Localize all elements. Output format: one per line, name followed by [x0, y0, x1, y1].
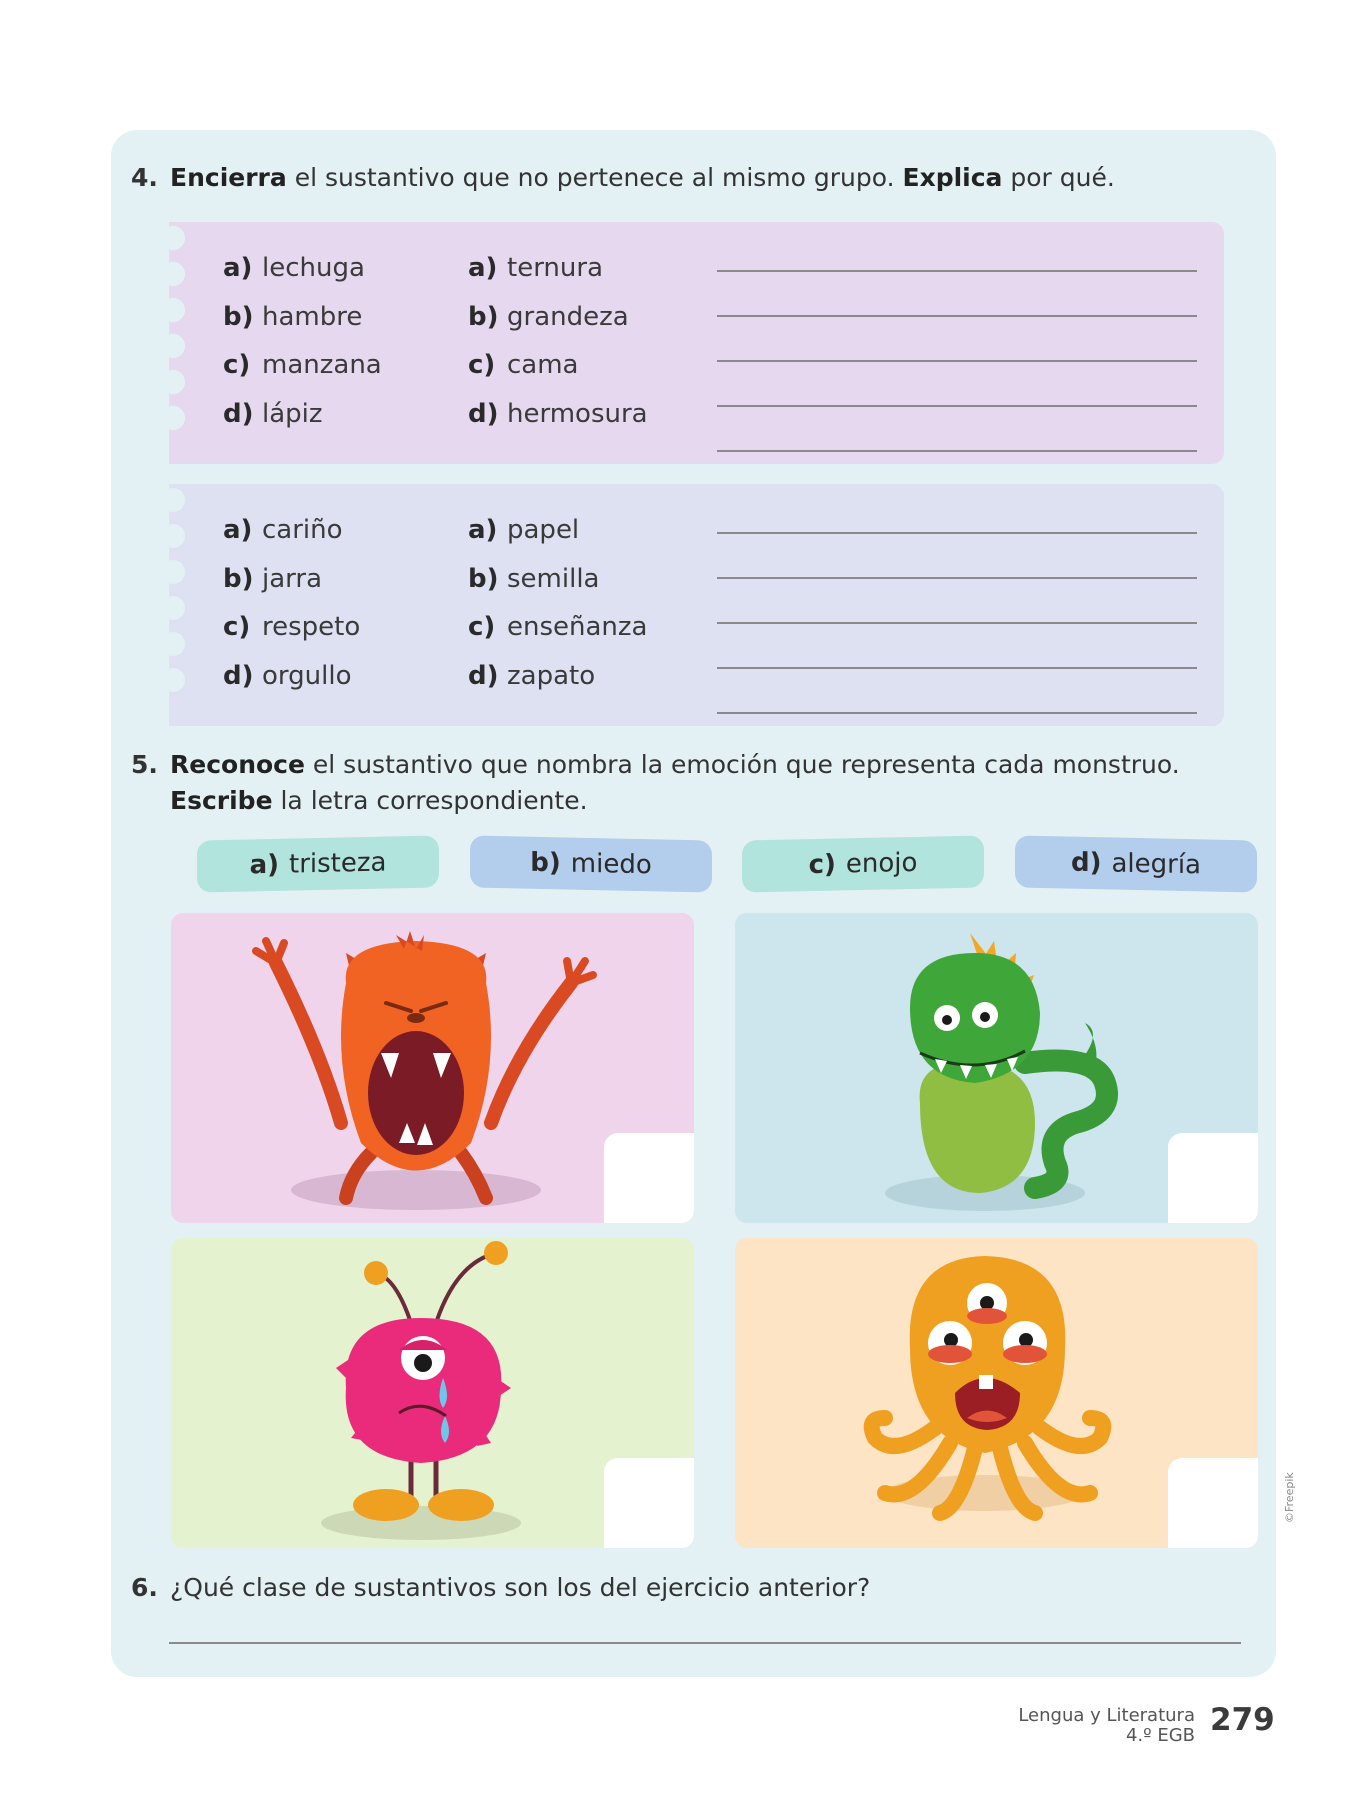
answer-box[interactable] — [604, 1133, 694, 1223]
answer-box[interactable] — [1168, 1133, 1258, 1223]
spiral-holes — [161, 488, 185, 704]
footer-subject — [1018, 1706, 1195, 1746]
page-number: 279 — [1210, 1702, 1275, 1738]
question-4 — [131, 160, 1231, 196]
list-item: a) ternura — [468, 253, 604, 283]
question-number: 5. — [131, 750, 158, 779]
list-item: b) jarra — [223, 563, 323, 594]
word-list-col-1 — [223, 510, 360, 704]
answer-lines[interactable] — [717, 532, 1197, 757]
image-credit: ©Freepik — [1283, 1472, 1296, 1523]
monster-card-sad — [171, 1238, 694, 1548]
list-item: d) zapato — [468, 660, 596, 691]
word-list-col-2 — [468, 248, 648, 442]
instruction-text: el sustantivo que no pertenece al mismo grupo. — [286, 163, 903, 192]
list-item: b) grandeza — [468, 301, 629, 332]
word-group-card-2 — [169, 484, 1224, 726]
list-item: d) orgullo — [223, 660, 352, 691]
list-item: d) lápiz — [223, 398, 323, 429]
question-6 — [131, 1570, 1231, 1606]
emotion-option-a: a) tristeza — [197, 835, 439, 892]
question-text: ¿Qué clase de sustantivos son los del ejercicio anterior? — [170, 1573, 871, 1602]
answer-box[interactable] — [1168, 1458, 1258, 1548]
list-item: b) semilla — [468, 563, 600, 594]
instruction-text: el sustantivo que nombra la emoción que representa cada monstruo. — [304, 750, 1180, 779]
question-5 — [131, 747, 1251, 819]
list-item: c) cama — [468, 350, 579, 380]
spiral-holes — [161, 226, 185, 442]
instruction-text: por qué. — [1002, 163, 1115, 192]
instruction-text: la letra correspondiente. — [272, 786, 588, 815]
list-item: b) hambre — [223, 301, 363, 332]
word-group-card-1 — [169, 222, 1224, 464]
list-item: d) hermosura — [468, 398, 648, 429]
instruction-verb: Reconoce — [170, 750, 305, 779]
monster-card-scared — [735, 1238, 1258, 1548]
monster-card-angry — [171, 913, 694, 1223]
question-number: 6. — [131, 1573, 158, 1602]
instruction-verb: Escribe — [170, 786, 273, 815]
instruction-verb: Explica — [902, 163, 1003, 192]
list-item: c) respeto — [223, 612, 361, 642]
list-item: a) lechuga — [223, 253, 365, 283]
question-number: 4. — [131, 163, 158, 192]
instruction-verb: Encierra — [170, 163, 287, 192]
word-list-col-2 — [468, 510, 648, 704]
emotion-option-d: d) alegría — [1015, 835, 1257, 892]
list-item: a) papel — [468, 515, 580, 545]
list-item: c) manzana — [223, 350, 382, 380]
answer-line[interactable] — [169, 1642, 1241, 1644]
emotion-option-c: c) enojo — [742, 835, 984, 892]
subject-title: Lengua y Literatura — [1018, 1705, 1195, 1726]
monster-card-happy — [735, 913, 1258, 1223]
answer-lines[interactable] — [717, 270, 1197, 495]
answer-box[interactable] — [604, 1458, 694, 1548]
grade-label: 4.º EGB — [1125, 1725, 1195, 1746]
emotion-option-b: b) miedo — [470, 835, 712, 892]
word-list-col-1 — [223, 248, 382, 442]
list-item: c) enseñanza — [468, 612, 648, 642]
list-item: a) cariño — [223, 515, 343, 545]
